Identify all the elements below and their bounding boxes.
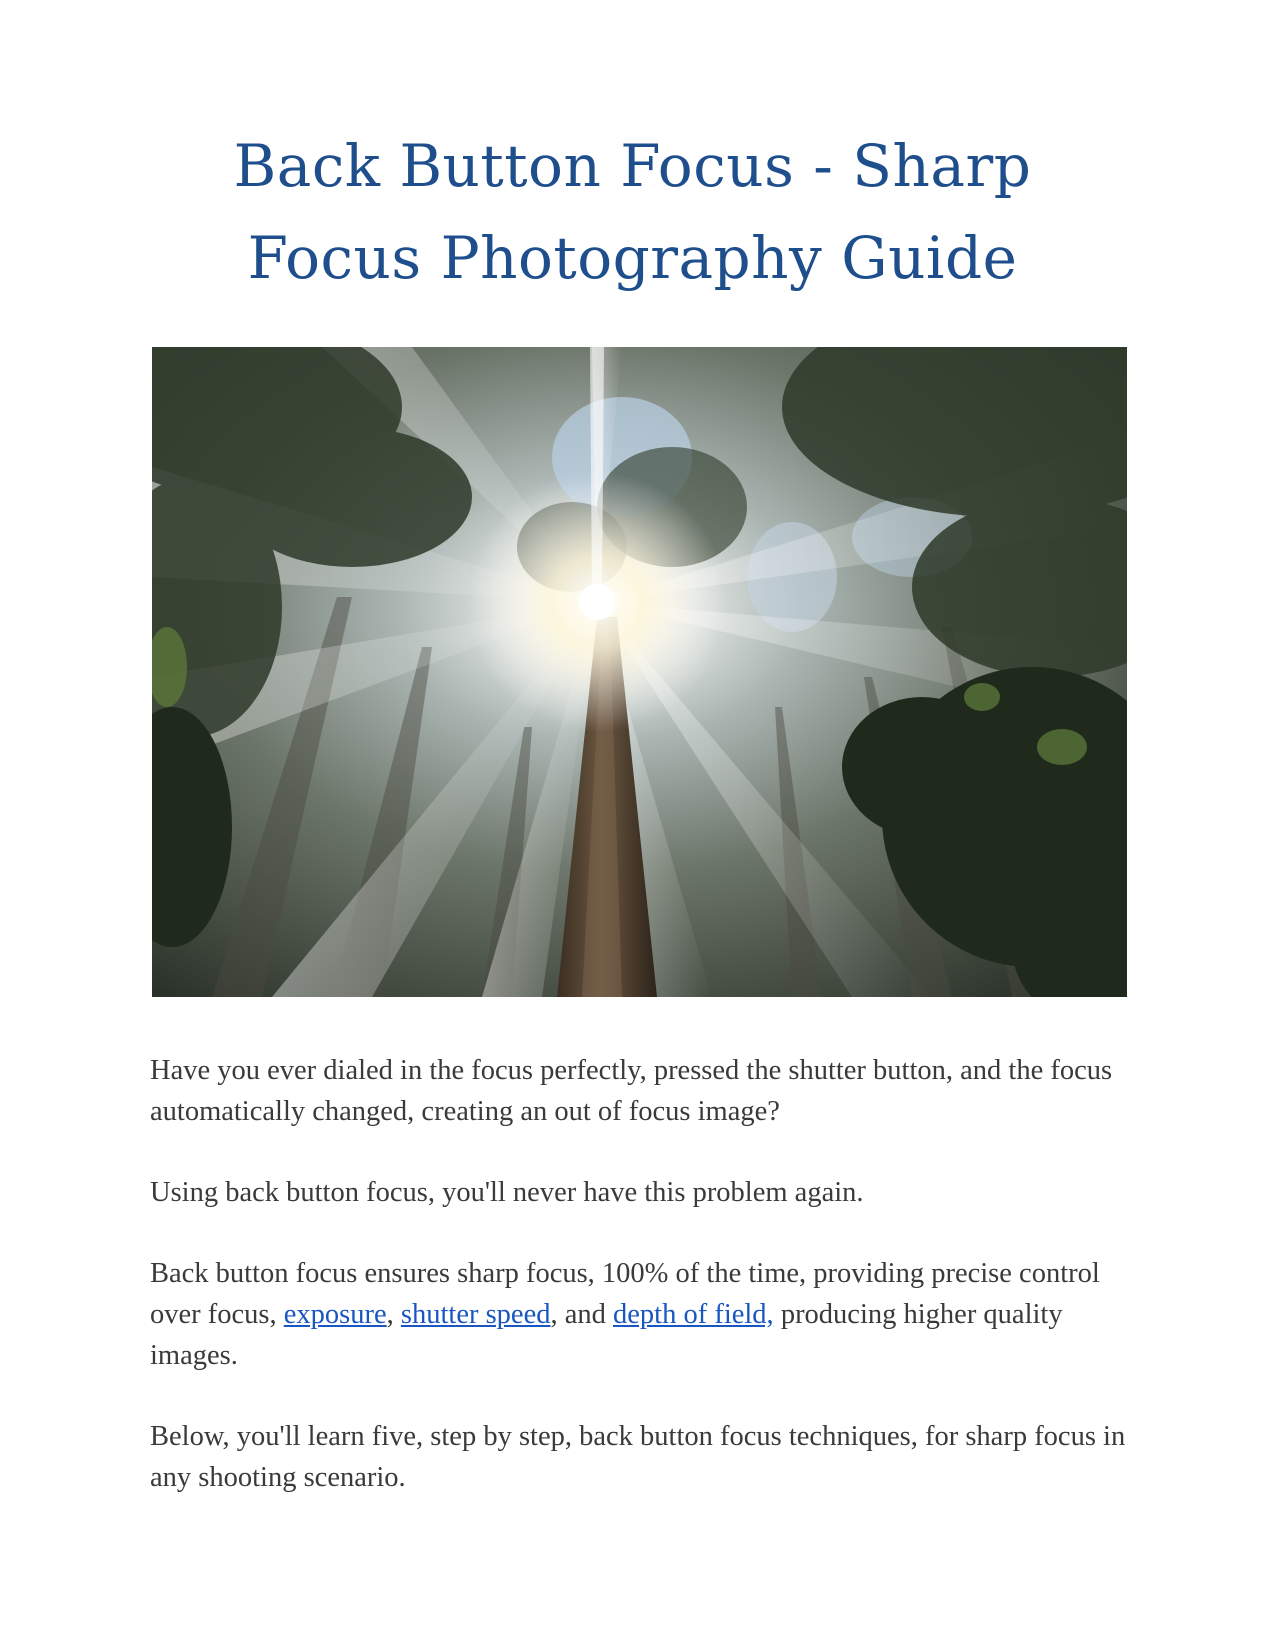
forest-sunburst-illustration xyxy=(152,347,1127,997)
page-title: Back Button Focus - Sharp Focus Photography Guide xyxy=(233,132,1032,292)
depth-of-field-link[interactable]: depth of field, xyxy=(613,1299,774,1330)
promise-paragraph: Using back button focus, you'll never have this problem again. xyxy=(150,1177,864,1208)
intro-paragraph: Have you ever dialed in the focus perfectly, pressed the shutter button, and the focus automatically changed, creating an out of focus image? xyxy=(150,1055,1113,1127)
separator-2: , and xyxy=(550,1299,614,1330)
shutter-speed-link[interactable]: shutter speed xyxy=(400,1299,551,1330)
overview-paragraph: Below, you'll learn five, step by step, back button focus techniques, for sharp focus in any shooting scenario. xyxy=(150,1421,1126,1493)
benefits-paragraph xyxy=(150,1253,1140,1376)
benefits-text-start: Back button focus ensures sharp focus, 100% of the time, providing precise control over focus, xyxy=(150,1258,1100,1330)
benefits-text-end: producing higher quality images. xyxy=(150,1299,1063,1371)
article-body xyxy=(150,1050,1140,1538)
separator-1: , xyxy=(386,1299,401,1330)
hero-image xyxy=(152,347,1127,997)
exposure-link[interactable]: exposure xyxy=(283,1299,387,1330)
